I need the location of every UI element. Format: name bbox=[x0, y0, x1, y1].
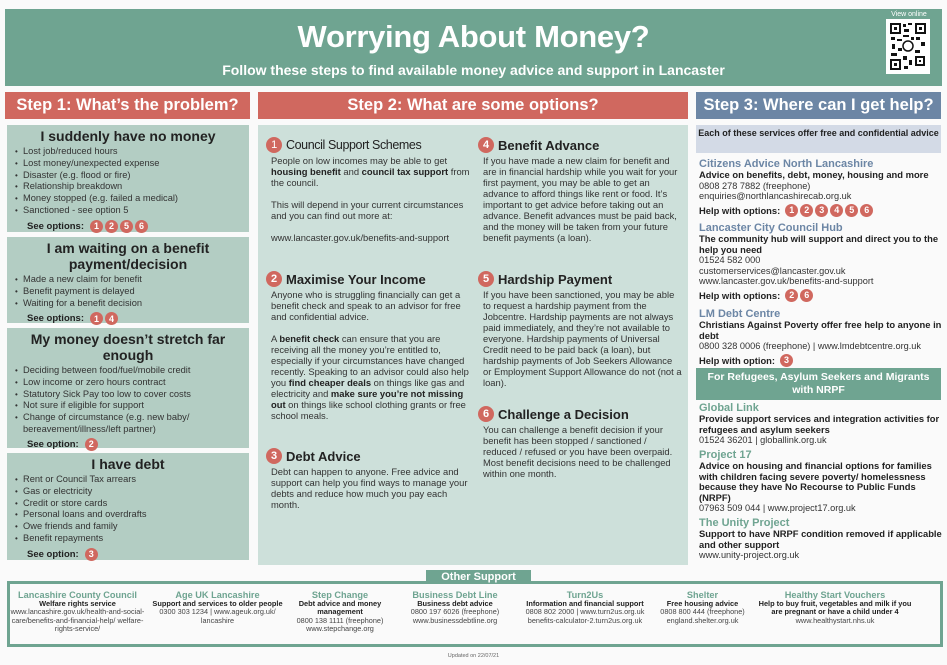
service-name: Lancaster City Council Hub bbox=[699, 222, 843, 234]
option-text: If you have made a new claim for benefit and are in financial hardship while you wait for your first payment, you may be able to get an advance to afford things like rent or food. It’s important to get advice before taking out an advance. Benefit advances must be paid back, and the money will be taken from your future benefit payments (a loan). bbox=[483, 155, 678, 243]
see-options bbox=[15, 438, 241, 451]
page-subtitle: Follow these steps to find available money advice and support in Lancaster bbox=[222, 62, 725, 78]
org-name: Business Debt Line bbox=[412, 590, 498, 600]
problem-item: • Made a new claim for benefit bbox=[15, 274, 241, 286]
option-badge-6[interactable]: 6 bbox=[860, 204, 873, 217]
problem-item: • Lost money/unexpected expense bbox=[15, 158, 241, 170]
option-title: Challenge a Decision bbox=[498, 406, 629, 422]
option-badge-2[interactable]: 2 bbox=[105, 220, 118, 233]
service-name: Citizens Advice North Lancashire bbox=[699, 158, 874, 170]
option-badge-2[interactable]: 2 bbox=[800, 204, 813, 217]
option-badge-5[interactable]: 5 bbox=[845, 204, 858, 217]
option-text: If you have been sanctioned, you may be able to request a hardship payment from the Jobcentre. Hardship payments are not always paid immediately, and they’re not available to everyone. Hardship payments of Universal Credit need to be paid back (a loan), but hardship payments of Job Seekers Allowance or Employment Support Allowance do not (not a loan). bbox=[483, 289, 682, 388]
org-website[interactable]: england.shelter.org.uk bbox=[666, 615, 739, 625]
org-desc: Welfare rights service bbox=[39, 599, 116, 608]
org-website[interactable]: www.healthystart.nhs.uk bbox=[795, 615, 875, 625]
option-text: A benefit check can ensure that you are receiving all the money you’re entitled to, especially if your circumstances have changed recently. Speaking to an advisor could also help you find cheaper deals on things like gas and electricity and make sure you’re not missing out on things like school clothing grants or free school meals. bbox=[271, 333, 469, 421]
help-options-label: Help with option: bbox=[699, 354, 776, 366]
org-desc: Information and financial support bbox=[526, 599, 644, 608]
org-healthy-start bbox=[755, 590, 915, 634]
problem-item: • Gas or electricity bbox=[15, 486, 241, 498]
option-badge-6[interactable]: 6 bbox=[135, 220, 148, 233]
service-name: Global Link bbox=[699, 402, 759, 414]
option-badge-3[interactable]: 3 bbox=[815, 204, 828, 217]
step1-heading: Step 1: What’s the problem? bbox=[5, 92, 250, 119]
updated-date: Updated on 22/07/21 bbox=[447, 653, 500, 659]
problem-item: • Deciding between food/fuel/mobile credit bbox=[15, 365, 241, 377]
service-email[interactable]: customerservices@lancaster.gov.uk bbox=[699, 265, 846, 276]
service-global-link bbox=[699, 402, 944, 446]
org-desc: Business debt advice bbox=[417, 599, 493, 608]
option-title: Debt Advice bbox=[286, 448, 361, 464]
help-options-label: Help with options: bbox=[699, 204, 781, 216]
step3-intro: Each of these services offer free and confidential advice bbox=[696, 125, 941, 153]
option-benefit-advance bbox=[478, 137, 683, 254]
service-desc: The community hub will support and direct you to the help you need bbox=[699, 233, 939, 255]
problem-item: • Benefit repayments bbox=[15, 533, 241, 545]
problem-item: • Money stopped (e.g. failed a medical) bbox=[15, 193, 241, 205]
service-lm-debt-centre bbox=[699, 308, 944, 367]
org-phone[interactable]: 0800 138 1111 (freephone) bbox=[296, 615, 384, 625]
problem-list bbox=[15, 146, 241, 217]
header-banner bbox=[5, 9, 942, 86]
option-title: Council Support Schemes bbox=[286, 138, 422, 152]
org-website[interactable]: www.stepchange.org bbox=[306, 624, 374, 634]
org-phone[interactable]: 0800 197 6026 (freephone) bbox=[410, 607, 500, 617]
org-name: Age UK Lancashire bbox=[175, 590, 260, 600]
page-title: Worrying About Money? bbox=[297, 19, 650, 54]
problem-list bbox=[15, 274, 241, 309]
service-contact[interactable]: 07963 509 044 | www.project17.org.uk bbox=[699, 503, 856, 513]
problem-card-debt bbox=[7, 453, 249, 560]
org-name: Lancashire County Council bbox=[18, 590, 137, 600]
problem-item: • Waiting for a benefit decision bbox=[15, 298, 241, 310]
problem-item: • Credit or store cards bbox=[15, 498, 241, 510]
org-contact[interactable]: 0808 802 2000 | www.turn2us.org.uk bbox=[525, 607, 645, 617]
problem-item: • Disaster (e.g. flood or fire) bbox=[15, 170, 241, 182]
qr-code-icon[interactable] bbox=[886, 19, 930, 74]
problem-item: • Owe friends and family bbox=[15, 521, 241, 533]
option-number-badge: 6 bbox=[478, 406, 494, 422]
org-lancashire-cc bbox=[10, 590, 145, 634]
service-contact[interactable]: 0800 328 0006 (freephone) | www.lmdebtcentre.org.uk bbox=[699, 341, 922, 351]
org-link[interactable]: www.lancashire.gov.uk/health-and-social-care/benefits-and-financial-help/ welfare-rights-service/ bbox=[10, 607, 145, 634]
org-age-uk bbox=[145, 590, 290, 634]
option-badge-1[interactable]: 1 bbox=[785, 204, 798, 217]
option-number-badge: 4 bbox=[478, 137, 494, 153]
council-link[interactable]: www.lancaster.gov.uk/benefits-and-support bbox=[271, 232, 450, 243]
problem-title: I am waiting on a benefit payment/decision bbox=[46, 240, 210, 272]
service-project-17 bbox=[699, 449, 944, 514]
option-text: You can challenge a benefit decision if your benefit has been stopped / sanctioned / reduced / refused or you have been overpaid. Most benefit decisions need to be challenged within one month. bbox=[483, 424, 673, 479]
service-name: Project 17 bbox=[699, 449, 752, 461]
option-text: This will depend in your current circumstances and you can find out more at: bbox=[271, 199, 464, 221]
problem-item: • Sanctioned - see option 5 bbox=[15, 205, 241, 217]
problem-card-waiting-benefit bbox=[7, 237, 249, 323]
view-online-label: View online bbox=[891, 11, 927, 18]
other-support-list bbox=[10, 590, 940, 634]
step3-heading: Step 3: Where can I get help? bbox=[696, 92, 941, 119]
option-debt-advice bbox=[266, 448, 471, 521]
option-title: Hardship Payment bbox=[498, 271, 613, 287]
service-phone[interactable]: 01524 582 000 bbox=[699, 255, 761, 265]
option-challenge-decision bbox=[478, 406, 683, 490]
help-options-label: Help with options: bbox=[699, 289, 781, 301]
other-support-heading: Other Support bbox=[426, 570, 531, 584]
org-name: Shelter bbox=[686, 590, 719, 600]
option-number-badge: 2 bbox=[266, 271, 282, 287]
service-email[interactable]: enquiries@northlancashirecab.org.uk bbox=[699, 191, 852, 202]
org-turn2us bbox=[520, 590, 650, 634]
service-desc: Advice on housing and financial options for families with children facing severe poverty/ homelessness because they have No Recourse to Public Funds (NRPF) bbox=[699, 460, 932, 503]
service-desc: Christians Against Poverty offer free help to anyone in debt bbox=[699, 319, 942, 341]
problem-item: • Personal loans and overdrafts bbox=[15, 509, 241, 521]
service-citizens-advice bbox=[699, 158, 944, 217]
service-unity-project bbox=[699, 517, 944, 561]
option-badge-2[interactable]: 2 bbox=[85, 438, 98, 451]
org-desc: Debt advice and money management bbox=[298, 599, 382, 617]
help-options bbox=[699, 354, 944, 367]
option-badge-2[interactable]: 2 bbox=[785, 289, 798, 302]
problem-item: • Benefit payment is delayed bbox=[15, 286, 241, 298]
option-badge-6[interactable]: 6 bbox=[800, 289, 813, 302]
problem-item: • Low income or zero hours contract bbox=[15, 377, 241, 389]
problem-title: I have debt bbox=[91, 456, 165, 472]
problem-list bbox=[15, 474, 241, 545]
org-name: Step Change bbox=[311, 590, 369, 600]
option-title: Maximise Your Income bbox=[286, 271, 426, 287]
org-contact[interactable]: 0300 303 1234 | www.ageuk.org.uk/ lancashire bbox=[159, 607, 276, 625]
org-name: Turn2Us bbox=[566, 590, 604, 600]
qr-block[interactable] bbox=[886, 11, 932, 74]
service-desc: Advice on benefits, debt, money, housing and more bbox=[699, 169, 929, 180]
problem-list bbox=[15, 365, 241, 435]
org-phone[interactable]: 0808 800 444 (freephone) bbox=[660, 607, 745, 617]
org-shelter bbox=[650, 590, 755, 634]
problem-card-money-stretch bbox=[7, 328, 249, 448]
org-step-change bbox=[290, 590, 390, 634]
problem-title: I suddenly have no money bbox=[40, 128, 216, 144]
problem-item: • Change of circumstance (e.g. new baby/ bereavement/illness/left partner) bbox=[15, 412, 241, 435]
help-options bbox=[699, 204, 944, 217]
service-website[interactable]: www.unity-project.org.uk bbox=[699, 550, 800, 560]
org-name: Healthy Start Vouchers bbox=[784, 590, 886, 600]
option-number-badge: 5 bbox=[478, 271, 494, 287]
options-panel bbox=[258, 125, 688, 565]
option-text: Anyone who is struggling financially can get a benefit check and speak to an advisor for free and confidential advice. bbox=[271, 289, 461, 322]
service-name: LM Debt Centre bbox=[699, 308, 781, 320]
service-name: The Unity Project bbox=[699, 517, 790, 529]
option-text: People on low incomes may be able to get housing benefit and council tax support from the council. bbox=[271, 155, 470, 188]
org-desc: Support and services to older people bbox=[152, 599, 283, 608]
see-options bbox=[15, 548, 241, 561]
see-options-label: See options: bbox=[27, 220, 85, 232]
option-badge-1[interactable]: 1 bbox=[90, 220, 103, 233]
service-phone[interactable]: 0808 278 7882 (freephone) bbox=[699, 180, 811, 191]
help-options bbox=[699, 289, 944, 302]
option-number-badge: 3 bbox=[266, 448, 282, 464]
problem-item: • Lost job/reduced hours bbox=[15, 146, 241, 158]
option-badge-3[interactable]: 3 bbox=[780, 354, 793, 367]
option-badge-5[interactable]: 5 bbox=[120, 220, 133, 233]
step2-heading: Step 2: What are some options? bbox=[258, 92, 688, 119]
option-badge-4[interactable]: 4 bbox=[105, 312, 118, 325]
see-options-label: See option: bbox=[27, 548, 79, 560]
org-business-debt-line bbox=[390, 590, 520, 634]
org-desc: Free housing advice bbox=[666, 599, 739, 608]
problem-item: • Not sure if eligible for support bbox=[15, 400, 241, 412]
org-website[interactable]: benefits-calculator-2.turn2us.org.uk bbox=[527, 615, 643, 625]
see-options-label: See option: bbox=[27, 438, 79, 450]
option-badge-3[interactable]: 3 bbox=[85, 548, 98, 561]
problem-item: • Statutory Sick Pay too low to cover costs bbox=[15, 389, 241, 401]
service-lancaster-hub bbox=[699, 222, 944, 302]
service-desc: Support to have NRPF condition removed if applicable and other support bbox=[699, 528, 942, 550]
problem-card-no-money bbox=[7, 125, 249, 232]
option-badge-1[interactable]: 1 bbox=[90, 312, 103, 325]
see-options bbox=[15, 312, 241, 325]
org-website[interactable]: www.businessdebtline.org bbox=[412, 615, 498, 625]
problem-title: My money doesn’t stretch far enough bbox=[30, 331, 226, 363]
problem-item: • Rent or Council Tax arrears bbox=[15, 474, 241, 486]
option-number-badge: 1 bbox=[266, 137, 282, 153]
see-options bbox=[15, 220, 241, 233]
option-text: Debt can happen to anyone. Free advice and support can help you find ways to manage your debts and reduce how much you pay each month. bbox=[271, 466, 468, 510]
option-council-support bbox=[266, 137, 471, 254]
see-options-label: See options: bbox=[27, 313, 85, 325]
option-title: Benefit Advance bbox=[498, 137, 600, 153]
org-desc: Help to buy fruit, vegetables and milk if you are pregnant or have a child under 4 bbox=[758, 599, 912, 617]
nrpf-heading: For Refugees, Asylum Seekers and Migrants with NRPF bbox=[696, 368, 941, 400]
option-badge-4[interactable]: 4 bbox=[830, 204, 843, 217]
service-contact[interactable]: 01524 36201 | globallink.org.uk bbox=[699, 435, 827, 445]
option-maximise-income bbox=[266, 271, 471, 432]
service-website[interactable]: www.lancaster.gov.uk/benefits-and-support bbox=[699, 276, 874, 287]
problem-item: • Relationship breakdown bbox=[15, 181, 241, 193]
option-hardship-payment bbox=[478, 271, 683, 399]
service-desc: Provide support services and integration activities for refugees and asylum seekers bbox=[699, 413, 940, 435]
